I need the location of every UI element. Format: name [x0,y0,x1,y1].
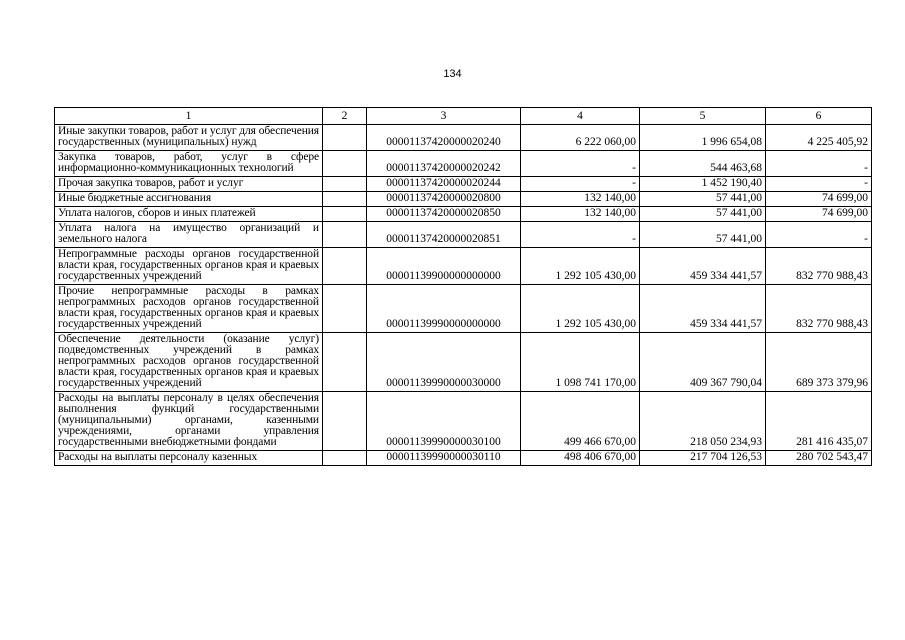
row-col2 [323,151,367,177]
row-value-6: 832 770 988,43 [766,248,872,285]
row-name: Непрограммные расходы органов государственной власти края, государственных органов края и краевых государственных учреждений [55,248,323,285]
row-value-5: 544 463,68 [640,151,766,177]
row-col2 [323,125,367,151]
budget-table [54,107,872,466]
row-value-5: 409 367 790,04 [640,333,766,392]
table-row [55,285,872,333]
row-value-4: - [521,177,640,192]
table-row [55,392,872,451]
row-value-6: - [766,151,872,177]
row-value-5: 57 441,00 [640,192,766,207]
row-value-5: 57 441,00 [640,222,766,248]
table-row [55,207,872,222]
row-code: 00001139990000030110 [367,451,521,466]
row-value-5: 459 334 441,57 [640,285,766,333]
row-value-4: 132 140,00 [521,192,640,207]
row-value-4: - [521,222,640,248]
row-value-6: - [766,177,872,192]
row-code: 00001137420000020242 [367,151,521,177]
column-header-3: 3 [367,108,521,125]
row-code: 00001139990000000000 [367,285,521,333]
row-value-5: 218 050 234,93 [640,392,766,451]
row-col2 [323,392,367,451]
row-col2 [323,207,367,222]
column-header-2: 2 [323,108,367,125]
row-col2 [323,177,367,192]
row-code: 00001137420000020240 [367,125,521,151]
row-value-4: 6 222 060,00 [521,125,640,151]
row-value-6: 281 416 435,07 [766,392,872,451]
row-code: 00001137420000020800 [367,192,521,207]
row-col2 [323,222,367,248]
row-value-4: 498 406 670,00 [521,451,640,466]
page-number: 134 [443,68,462,80]
row-name: Иные бюджетные ассигнования [55,192,323,207]
row-name: Уплата налога на имущество организаций и земельного налога [55,222,323,248]
table-row [55,192,872,207]
row-name: Иные закупки товаров, работ и услуг для обеспечения государственных (муниципальных) нужд [55,125,323,151]
table-row [55,151,872,177]
row-col2 [323,333,367,392]
row-value-6: 280 702 543,47 [766,451,872,466]
table-row [55,451,872,466]
row-code: 00001139900000000000 [367,248,521,285]
row-code: 00001137420000020851 [367,222,521,248]
row-value-6: - [766,222,872,248]
row-value-4: 1 292 105 430,00 [521,285,640,333]
row-value-5: 1 996 654,08 [640,125,766,151]
row-value-5: 1 452 190,40 [640,177,766,192]
row-col2 [323,248,367,285]
row-value-4: 132 140,00 [521,207,640,222]
row-value-6: 74 699,00 [766,207,872,222]
row-value-4: - [521,151,640,177]
row-code: 00001137420000020244 [367,177,521,192]
row-value-5: 217 704 126,53 [640,451,766,466]
row-name: Прочие непрограммные расходы в рамках непрограммных расходов органов государственной власти края, государственных органов края и краевых государственных учреждений [55,285,323,333]
row-name: Обеспечение деятельности (оказание услуг) подведомственных учреждений в рамках непрограммных расходов органов государственной власти края, государственных органов края и краевых государственных учреждений [55,333,323,392]
row-code: 00001139990000030100 [367,392,521,451]
table-row [55,248,872,285]
row-value-5: 57 441,00 [640,207,766,222]
row-value-4: 1 098 741 170,00 [521,333,640,392]
table-row [55,125,872,151]
table-row [55,333,872,392]
table-row [55,177,872,192]
row-name: Расходы на выплаты персоналу казенных [55,451,323,466]
column-header-4: 4 [521,108,640,125]
row-col2 [323,192,367,207]
row-value-6: 689 373 379,96 [766,333,872,392]
row-value-4: 499 466 670,00 [521,392,640,451]
column-header-6: 6 [766,108,872,125]
row-col2 [323,285,367,333]
column-header-1: 1 [55,108,323,125]
row-value-4: 1 292 105 430,00 [521,248,640,285]
row-name: Расходы на выплаты персоналу в целях обеспечения выполнения функций государственными (муниципальными) органами, казенными учреждениями, органами управления государственными внебюджетными фондами [55,392,323,451]
row-value-6: 832 770 988,43 [766,285,872,333]
row-value-6: 4 225 405,92 [766,125,872,151]
row-value-6: 74 699,00 [766,192,872,207]
row-code: 00001139990000030000 [367,333,521,392]
row-code: 00001137420000020850 [367,207,521,222]
row-name: Закупка товаров, работ, услуг в сфере информационно-коммуникационных технологий [55,151,323,177]
row-value-5: 459 334 441,57 [640,248,766,285]
table-row [55,222,872,248]
row-name: Прочая закупка товаров, работ и услуг [55,177,323,192]
header-row [55,108,872,125]
column-header-5: 5 [640,108,766,125]
row-col2 [323,451,367,466]
row-name: Уплата налогов, сборов и иных платежей [55,207,323,222]
